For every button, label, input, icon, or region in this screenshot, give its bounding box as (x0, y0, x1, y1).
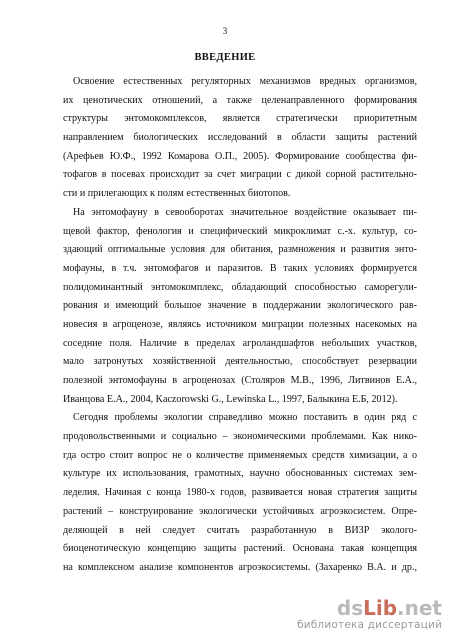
text-line: сти и прилегающих к полям естественных биотопов. (63, 188, 291, 200)
text-line: Освоение естественных регуляторных механизмов вредных организмов, (73, 76, 417, 87)
text-line: рования и имеющий большое значение в поддержании экологического рав- (63, 300, 417, 312)
text-line: направлением биологических исследований в области защиты растений (63, 132, 417, 144)
text-line: биоценотическую концепцию защиты растений. Основана такая концепция (63, 543, 417, 555)
text-line: полидоминантный энтомокомплекс, обладающий способностью саморегули- (63, 281, 417, 293)
text-line: мофауны, в т.ч. энтомофагов и паразитов. В таких условиях формируется (63, 262, 417, 274)
text-line: Сегодня проблемы экологии справедливо можно поставить в один ряд с (73, 412, 417, 424)
text-line: соседние поля. Наличие в пределах агроландшафтов небольших участков, (63, 337, 417, 349)
dslib-watermark[interactable] (272, 597, 442, 631)
paragraph-3 (63, 409, 417, 577)
text-line: Иванцова Е.А., 2004, Kaczorowski G., Lewinska L., 1997, Балыкина Е.Б, 2012). (63, 393, 398, 405)
page-number: 3 (222, 26, 228, 36)
text-line: (Арефьев Ю.Ф., 1992 Комарова О.П., 2005). Формирование сообщества фи- (63, 150, 417, 162)
text-line: деляющей в ней следует считать разработанную в ВИЗР эколого- (63, 524, 417, 536)
text-line: структуры энтомокомплексов, является стратегически приоритетным (63, 113, 417, 125)
text-line: щевой фактор, фенология и специфический микроклимат с.-х. культур, со- (63, 225, 417, 237)
text-line: На энтомофауну в севооборотах значительное воздействие оказывает пи- (73, 206, 417, 218)
text-line: продовольственными и социально – экономическими проблемами. Как нико- (63, 431, 417, 443)
text-line: мало затронутых хозяйственной деятельностью, способствует резервации (63, 356, 417, 368)
watermark-ds: ds (336, 596, 364, 620)
body-text (63, 73, 417, 578)
paragraph-2 (63, 204, 417, 410)
text-line: полезной энтомофауны в агроценозах (Столяров М.В., 1996, Литвинов Е.А., (63, 375, 417, 386)
watermark-net: .net (397, 596, 442, 620)
text-line: леделия. Начиная с конца 1980-х годов, развивается новая стратегия защиты (63, 487, 417, 499)
text-line: новесия в агроценозе, являясь источником миграции полезных насекомых на (63, 318, 417, 330)
text-line: здающий оптимальные условия для обитания, размножения и развития энто- (63, 244, 417, 256)
text-line: гда остро стоит вопрос не о количестве применяемых средств химизации, а о (63, 449, 417, 461)
text-line: культуре их использования, грамотных, научно обоснованных системах зем- (63, 468, 417, 480)
text-line: растений – конструирование экологически устойчивых агроэкосистем. Опре- (63, 505, 417, 517)
section-heading: ВВЕДЕНИЕ (194, 52, 256, 63)
text-line: тофагов в посевах происходит за счет миграции с дикой сорной растительно- (63, 169, 417, 181)
paragraph-1 (63, 73, 417, 204)
text-line: их ценотических отношений, а также целенаправленного формирования (63, 94, 417, 106)
watermark-subtitle: библиотека диссертаций (297, 619, 442, 631)
text-line: на комплексном анализе компонентов агроэкосистемы. (Захаренко В.А. и др., (63, 561, 417, 573)
watermark-lib: Lib (363, 596, 398, 620)
watermark-logo (272, 597, 442, 619)
